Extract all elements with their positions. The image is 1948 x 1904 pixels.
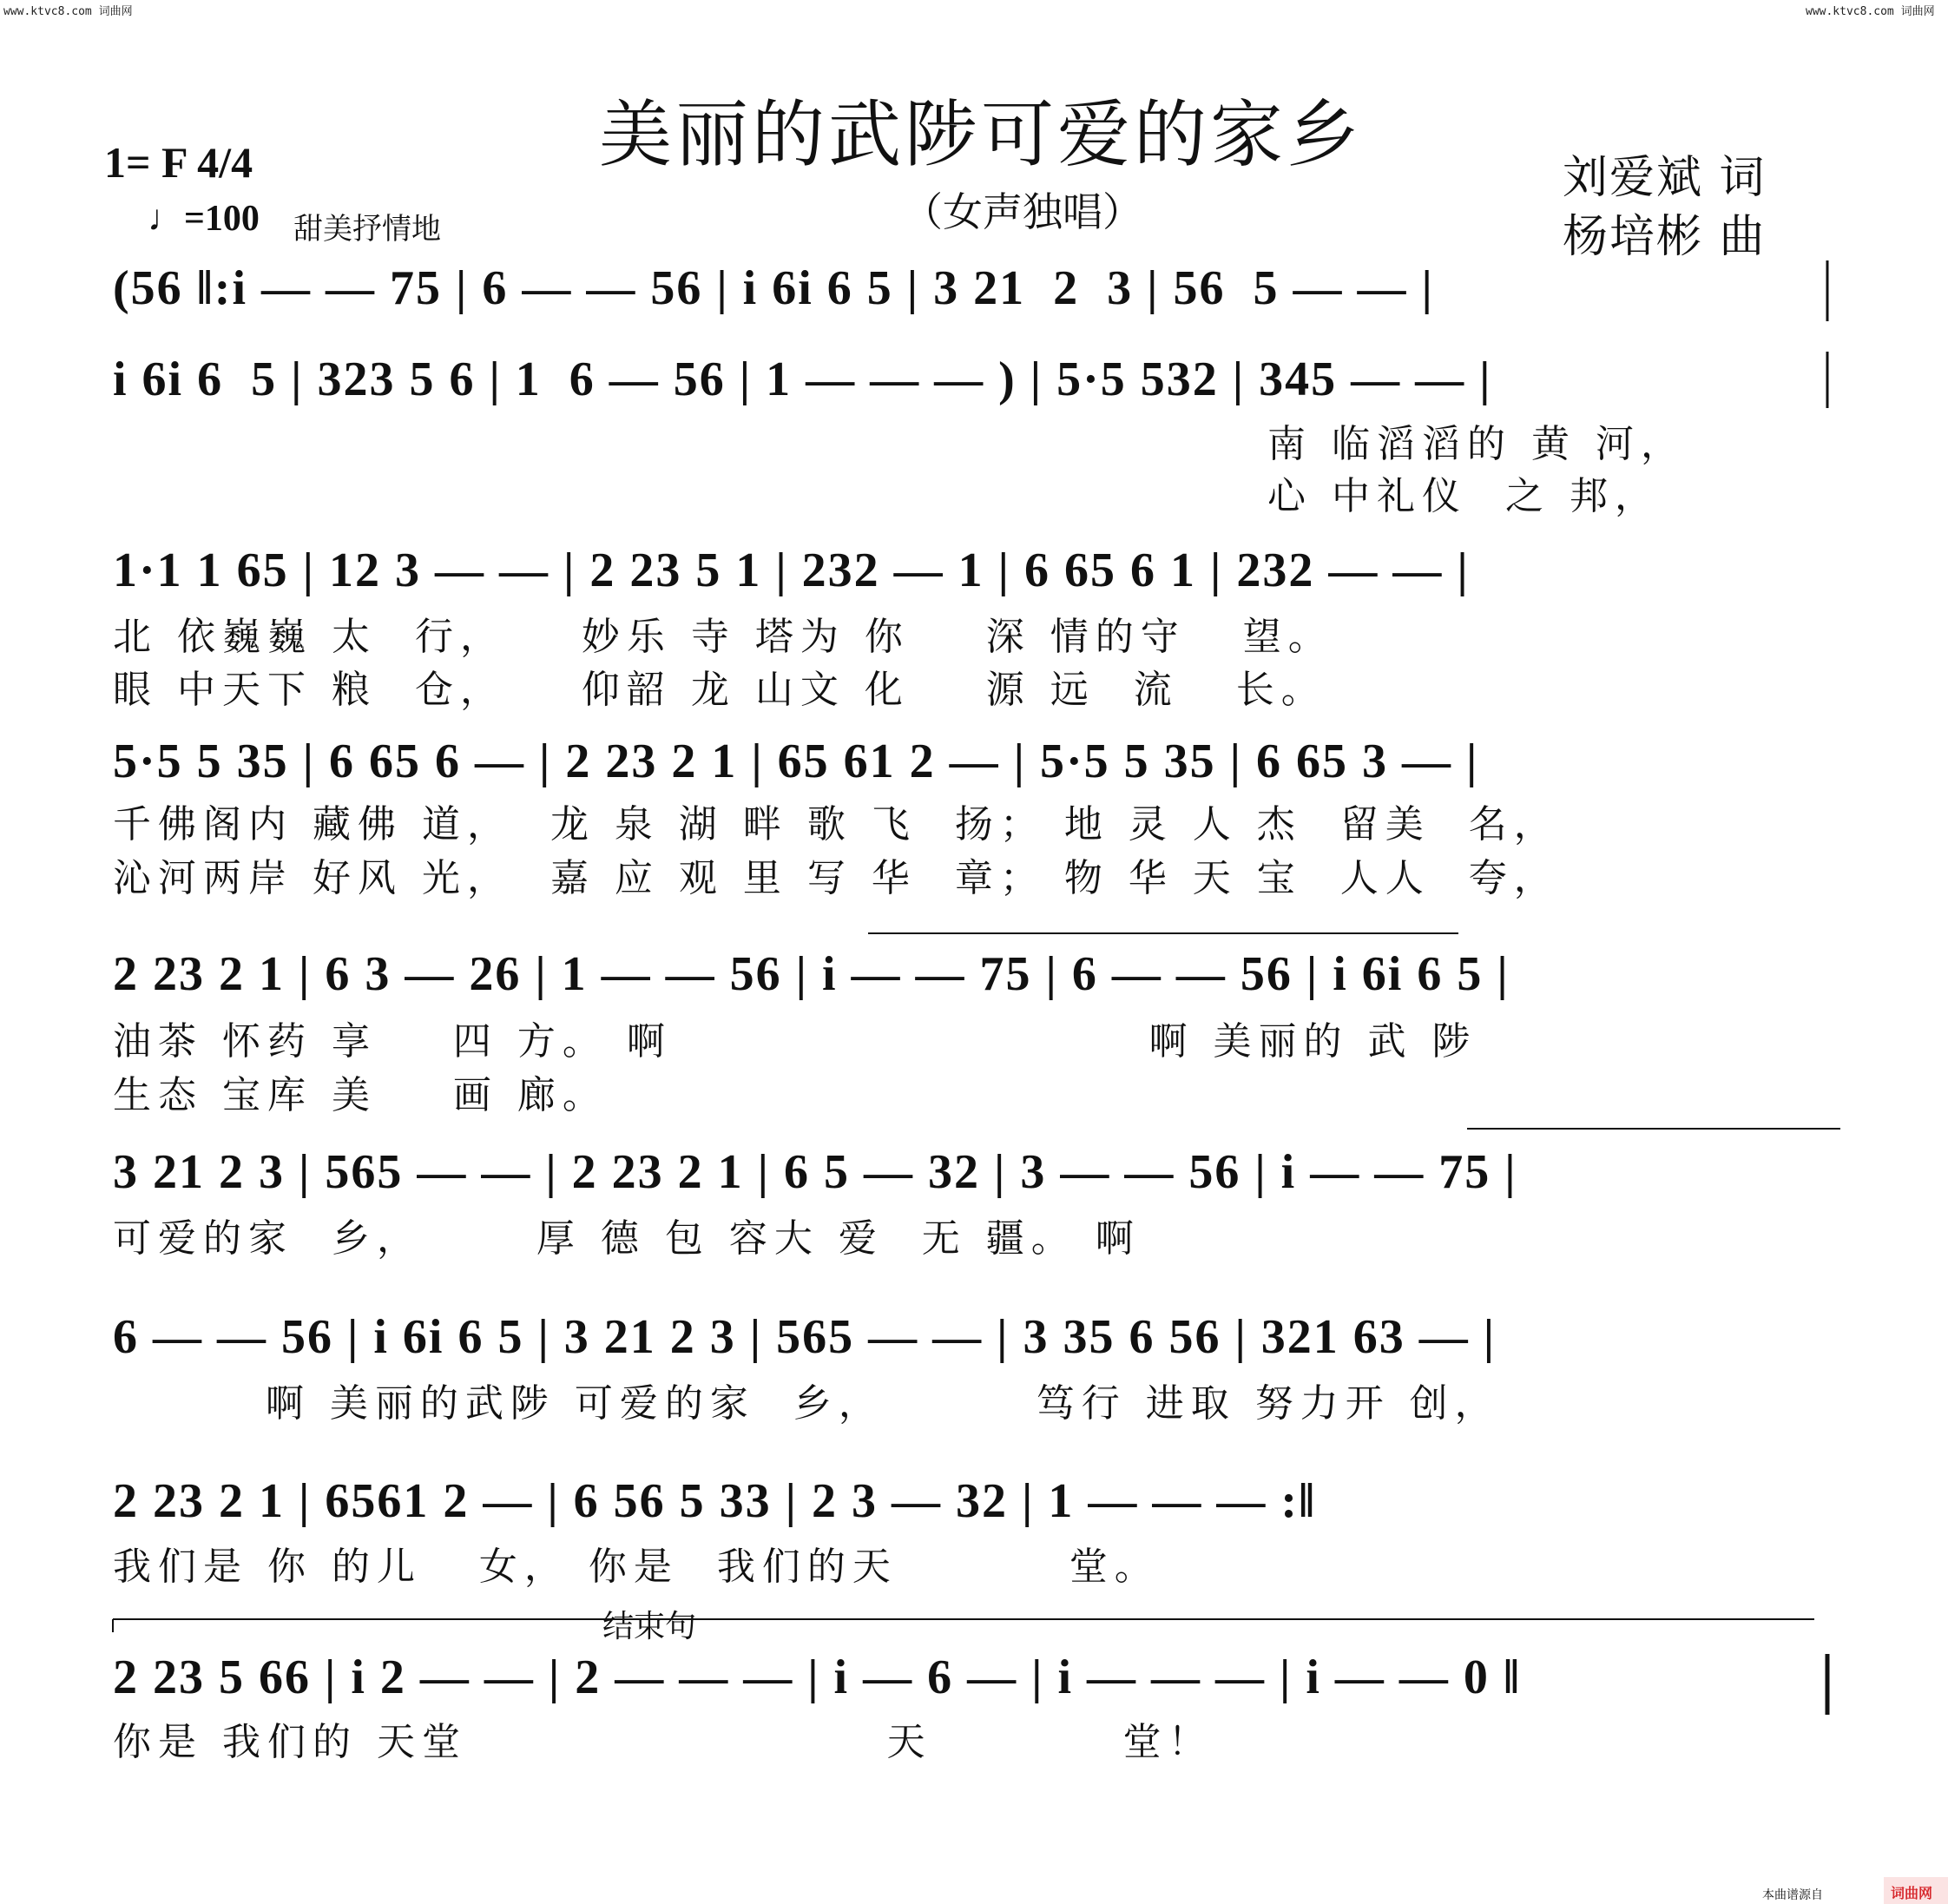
notation-line-3: 1·1 1 65 | 12 3 ― ― | 2 23 5 1 | 232 ― 1 | 6 65 6 1 | 232 ― ― | xyxy=(113,544,1470,597)
footer-source-note: 本曲谱源自 xyxy=(1762,1888,1823,1902)
notation-line-9: 2 23 5 66 | i 2 ― ― | 2 ― ― ― | i ― 6 ― | i ― ― ― | i ― ― 0 ‖ xyxy=(113,1650,1522,1704)
song-title: 美丽的武陟可爱的家乡 xyxy=(599,92,1364,177)
notation-line-4: 5·5 5 35 | 6 65 6 ― | 2 23 2 1 | 65 61 2 ― | 5·5 5 35 | 6 65 3 ― | xyxy=(113,735,1479,788)
lyricist-credit: 刘爱斌 词 xyxy=(1563,152,1767,204)
lyric-line-9: 你是 我们的 天堂 天 堂！ xyxy=(113,1720,1214,1764)
lyric-line-3-verse-2: 眼 中天下 粮 仓， 仰韶 龙 山文 化 源 远 流 长。 xyxy=(113,668,1326,712)
lyric-line-2-verse-2: 心 中礼仪 之 邦， xyxy=(1267,474,1660,518)
key-signature: 1= F 4/4 xyxy=(104,138,253,187)
watermark-left: www.ktvc8.com 词曲网 xyxy=(3,5,133,18)
lyric-line-2-verse-1: 南 临滔滔的 黄 河， xyxy=(1267,422,1686,466)
lyric-line-3-verse-1: 北 依巍巍 太 行， 妙乐 寺 塔为 你 深 情的守 望。 xyxy=(113,615,1333,659)
footer-logo: 词曲网 xyxy=(1891,1885,1933,1901)
song-subtitle: （女声独唱） xyxy=(903,188,1142,235)
lyric-line-4-verse-1: 千佛阁内 藏佛 道， 龙 泉 湖 畔 歌 飞 扬； 地 灵 人 杰 留美 名， xyxy=(113,802,1559,847)
notation-line-7: 6 ― ― 56 | i 6i 6 5 | 3 21 2 3 | 565 ― ― | 3 35 6 56 | 321 63 ― | xyxy=(113,1310,1497,1364)
lyric-line-4-verse-2: 沁河两岸 好风 光， 嘉 应 观 里 写 华 章； 物 华 天 宝 人人 夸， xyxy=(113,856,1559,900)
lyric-line-7: 啊 美丽的武陟 可爱的家 乡， 笃行 进取 努力开 创， xyxy=(113,1381,1500,1426)
lyric-line-5-verse-2: 生态 宝库 美 画 廊。 xyxy=(113,1073,608,1117)
tempo-mark: ♩=100 xyxy=(148,199,260,239)
watermark-right: www.ktvc8.com 词曲网 xyxy=(1806,5,1935,18)
notation-line-5: 2 23 2 1 | 6 3 ― 26 | 1 ― ― 56 | i ― ― 75 | 6 ― ― 56 | i 6i 6 5 | xyxy=(113,947,1510,1001)
lyric-line-6: 可爱的家 乡， 厚 德 包 容大 爱 无 疆。 啊 xyxy=(113,1216,1141,1261)
lyric-line-8: 我们是 你 的儿 女， 你是 我们的天 堂。 xyxy=(113,1545,1160,1589)
notation-line-8: 2 23 2 1 | 6561 2 ― | 6 56 5 33 | 2 3 ― 32 | 1 ― ― ― :‖ xyxy=(113,1474,1317,1528)
notation-line-6: 3 21 2 3 | 565 ― ― | 2 23 2 1 | 6 5 ― 32 | 3 ― ― 56 | i ― ― 75 | xyxy=(113,1145,1517,1199)
notation-line-1: (56 ‖:i ― ― 75 | 6 ― ― 56 | i 6i 6 5 | 3 21 2 3 | 56 5 ― ― | xyxy=(113,261,1434,315)
notation-line-2: i 6i 6 5 | 323 5 6 | 1 6 ― 56 | 1 ― ― ― ) | 5·5 532 | 345 ― ― | xyxy=(113,352,1492,406)
ending-section-label: 结束句 xyxy=(597,1602,701,1646)
tempo-description: 甜美抒情地 xyxy=(293,212,441,247)
composer-credit: 杨培彬 曲 xyxy=(1563,211,1767,263)
lyric-line-5-verse-1: 油茶 怀药 享 四 方。 啊 啊 美丽的 武 陟 xyxy=(113,1019,1477,1064)
